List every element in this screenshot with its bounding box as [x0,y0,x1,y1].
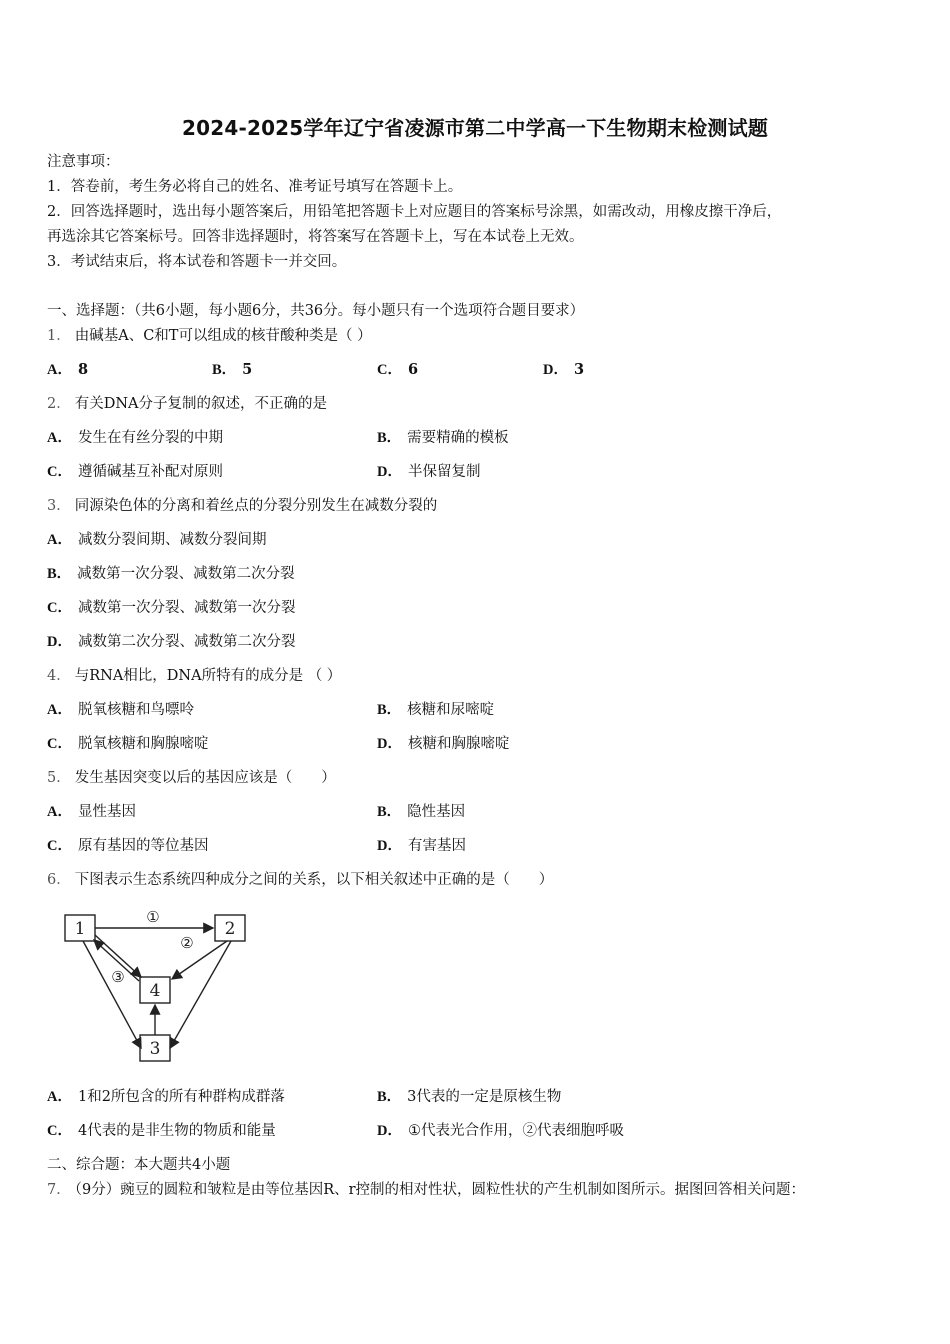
option-b: B． 需要精确的模板 [377,430,509,446]
option-c: C． 减数第一次分裂、减数第一次分裂 [47,600,296,616]
option-d: D． ①代表光合作用，②代表细胞呼吸 [377,1123,624,1139]
option-d: D． 核糖和胸腺嘧啶 [377,736,510,752]
question-4 [47,666,341,686]
option-a: A． 显性基因 [47,804,136,820]
option-c: C． 原有基因的等位基因 [47,838,209,854]
option-a: A． 1和2所包含的所有种群构成群落 [47,1089,285,1105]
option-c: C． 脱氧核糖和胸腺嘧啶 [47,736,209,752]
question-2 [47,394,327,414]
option-b: B． 隐性基因 [377,804,466,820]
node-4: 4 [149,981,161,1001]
question-5 [47,768,336,788]
question-number: 6． [47,872,71,888]
option-b: B． 减数第一次分裂、减数第二次分裂 [47,566,295,582]
option-c: C． 6 [377,361,419,378]
option-b: B． 3代表的一定是原核生物 [377,1089,562,1105]
section-heading: 一、选择题：（共6小题，每小题6分，共36分。每小题只有一个选项符合题目要求） [47,303,585,319]
option-a: A． 减数分裂间期、减数分裂间期 [47,532,267,548]
question-text: （9分）豌豆的圆粒和皱粒是由等位基因R、r控制的相对性状，圆粒性状的产生机制如图所示。据图回答相关问题： [74,1182,806,1198]
option-d: D． 减数第二次分裂、减数第二次分裂 [47,634,296,650]
question-number: 7． [47,1182,71,1198]
option-b: B． 核糖和尿嘧啶 [377,702,495,718]
question-6 [47,870,553,890]
question-number: 2． [47,396,71,412]
option-d: D． 有害基因 [377,838,466,854]
notice-item: 3．考试结束后，将本试卷和答题卡一并交回。 [47,254,347,270]
option-a: A． 脱氧核糖和鸟嘌呤 [47,702,194,718]
arrow-label-1: ① [146,908,160,926]
question-number: 3． [47,498,71,514]
option-d: D． 半保留复制 [377,464,481,480]
question-text: 同源染色体的分离和着丝点的分裂分别发生在减数分裂的 [74,498,438,514]
arrow-label-3: ③ [111,968,125,986]
question-text: 下图表示生态系统四种成分之间的关系，以下相关叙述中正确的是（ ） [74,872,554,888]
notice-heading: 注意事项： [47,154,120,170]
question-text: 发生基因突变以后的基因应该是（ ） [74,770,336,786]
option-a: A． 发生在有丝分裂的中期 [47,430,223,446]
section-heading: 二、综合题：本大题共4小题 [47,1157,231,1173]
page-title: 2024-2025学年辽宁省凌源市第二中学高一下生物期末检测试题 [181,116,769,140]
option-c: C． 遵循碱基互补配对原则 [47,464,223,480]
option-b: B． 5 [212,361,253,378]
question-number: 5． [47,770,71,786]
question-7 [47,1180,805,1200]
node-3: 3 [149,1039,161,1059]
ecosystem-diagram [55,900,265,1070]
notice-item: 1．答卷前，考生务必将自己的姓名、准考证号填写在答题卡上。 [47,179,463,195]
question-1 [47,326,372,346]
notice-item: 再选涂其它答案标号。回答非选择题时，将答案写在答题卡上，写在本试卷上无效。 [47,229,584,245]
option-a: A． 8 [47,361,89,378]
question-text: 与RNA相比，DNA所特有的成分是 （ ） [74,668,342,684]
node-2: 2 [224,919,236,939]
question-text: 有关DNA分子复制的叙述，不正确的是 [74,396,328,412]
notice-item: 2．回答选择题时，选出每小题答案后，用铅笔把答题卡上对应题目的答案标号涂黑，如需改动，用橡皮擦干净后， [47,204,782,220]
question-number: 1． [47,328,71,344]
option-d: D． 3 [543,361,585,378]
arrow-label-2: ② [180,934,194,952]
question-text: 由碱基A、C和T可以组成的核苷酸种类是（ ） [74,328,372,344]
option-c: C． 4代表的是非生物的物质和能量 [47,1123,276,1139]
question-3 [47,496,437,516]
node-1: 1 [74,919,86,939]
question-number: 4． [47,668,71,684]
